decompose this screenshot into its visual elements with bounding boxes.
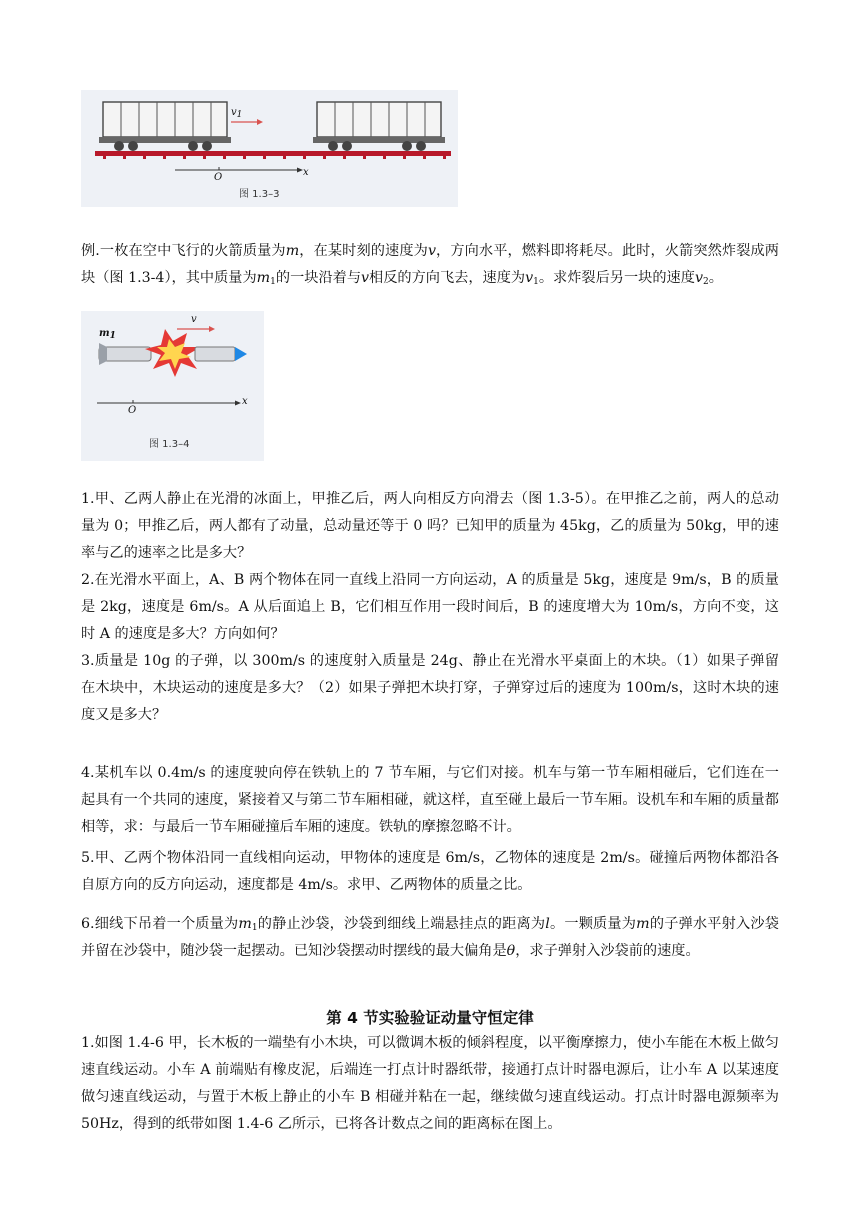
problem-2: 2.在光滑水平面上，A、B 两个物体在同一直线上沿同一方向运动，A 的质量是 5kg，速度是 9m/s，B 的质量是 2kg，速度是 6m/s。A 从后面追上 B，它们相互作用一段时间后，B 的速度增大为 10m/s，方向不变，这时 A 的速度是多大？方向如何？ xyxy=(81,572,779,642)
figure-v-label: $v_1$ xyxy=(231,107,243,120)
figure-caption: 图 1.3–4 xyxy=(149,439,190,450)
problem-1: 1.甲、乙两人静止在光滑的冰面上，甲推乙后，两人向相反方向滑去（图 1.3-5）。在甲推乙之前，两人的总动量为 0；甲推乙后，两人都有了动量，总动量还等于 0 吗？已知甲的质量为 45kg，乙的质量为 50kg，甲的速率与乙的速率之比是多大？ xyxy=(81,491,779,561)
figure-m-label: $m_1$ xyxy=(99,328,116,341)
wagon-left xyxy=(99,102,231,151)
figure-caption: 图 1.3–3 xyxy=(239,189,280,200)
rail-track xyxy=(95,151,451,156)
example-paragraph: 例.一枚在空中飞行的火箭质量为m，在某时刻的速度为v，方向水平，燃料即将耗尽。此时，火箭突然炸裂成两块（图 1.3-4），其中质量为$m_1$的一块沿着与v相反的方向飞去，速度为$v_1$。求炸裂后另一块的速度$v_2$。 xyxy=(81,243,779,287)
explosion-icon xyxy=(145,329,201,377)
velocity-arrow-icon xyxy=(177,326,215,332)
problem-4: 4.某机车以 0.4m/s 的速度驶向停在铁轨上的 7 节车厢，与它们对接。机车与第一节车厢相碰后，它们连在一起具有一个共同的速度，紧接着又与第二节车厢相碰，就这样，直至碰上最后一节车厢。设机车和车厢的质量都相等，求：与最后一节车厢碰撞后车厢的速度。铁轨的摩擦忽略不计。 xyxy=(81,765,779,835)
rocket-front-fragment xyxy=(195,347,247,361)
figure-rocket-explosion xyxy=(81,311,264,461)
problem-5: 5.甲、乙两个物体沿同一直线相向运动，甲物体的速度是 6m/s，乙物体的速度是 2m/s。碰撞后两物体都沿各自原方向的反方向运动，速度都是 4m/s。求甲、乙两物体的质量之比。 xyxy=(81,850,779,893)
figure-axis-label: x xyxy=(303,167,309,178)
section-problem-1: 1.如图 1.4-6 甲，长木板的一端垫有小木块，可以微调木板的倾斜程度，以平衡摩擦力，使小车能在木板上做匀速直线运动。小车 A 前端贴有橡皮泥，后端连一打点计时器纸带，接通打点计时器电源后，让小车 A 以某速度做匀速直线运动，与置于木板上静止的小车 B 相碰并粘在一起，继续做匀速直线运动。打点计时器电源频率为 50Hz，得到的纸带如图 1.4-6 乙所示，已将各计数点之间的距离标在图上。 xyxy=(81,1035,779,1132)
rocket-rear-fragment xyxy=(99,343,151,365)
figure-v-label: v xyxy=(191,314,197,325)
figure-railway-wagons xyxy=(81,90,458,207)
figure-origin-label: O xyxy=(214,172,223,183)
x-axis-icon xyxy=(97,400,241,406)
problem-3: 3.质量是 10g 的子弹，以 300m/s 的速度射入质量是 24g、静止在光滑水平桌面上的木块。（1）如果子弹留在木块中，木块运动的速度是多大？（2）如果子弹把木块打穿，子弹穿过后的速度为 100m/s，这时木块的速度又是多大？ xyxy=(81,653,779,723)
figure-axis-label: x xyxy=(242,396,248,407)
figure-origin-label: O xyxy=(128,405,137,416)
wagon-right xyxy=(313,102,445,151)
section-heading: 第 4 节实验验证动量守恒定律 xyxy=(326,1009,534,1027)
x-axis-icon xyxy=(175,167,303,173)
problem-6: 6.细线下吊着一个质量为$m_1$的静止沙袋，沙袋到细线上端悬挂点的距离为l。一颗质量为m的子弹水平射入沙袋并留在沙袋中，随沙袋一起摆动。已知沙袋摆动时摆线的最大偏角是θ，求子弹射入沙袋前的速度。 xyxy=(81,916,779,959)
